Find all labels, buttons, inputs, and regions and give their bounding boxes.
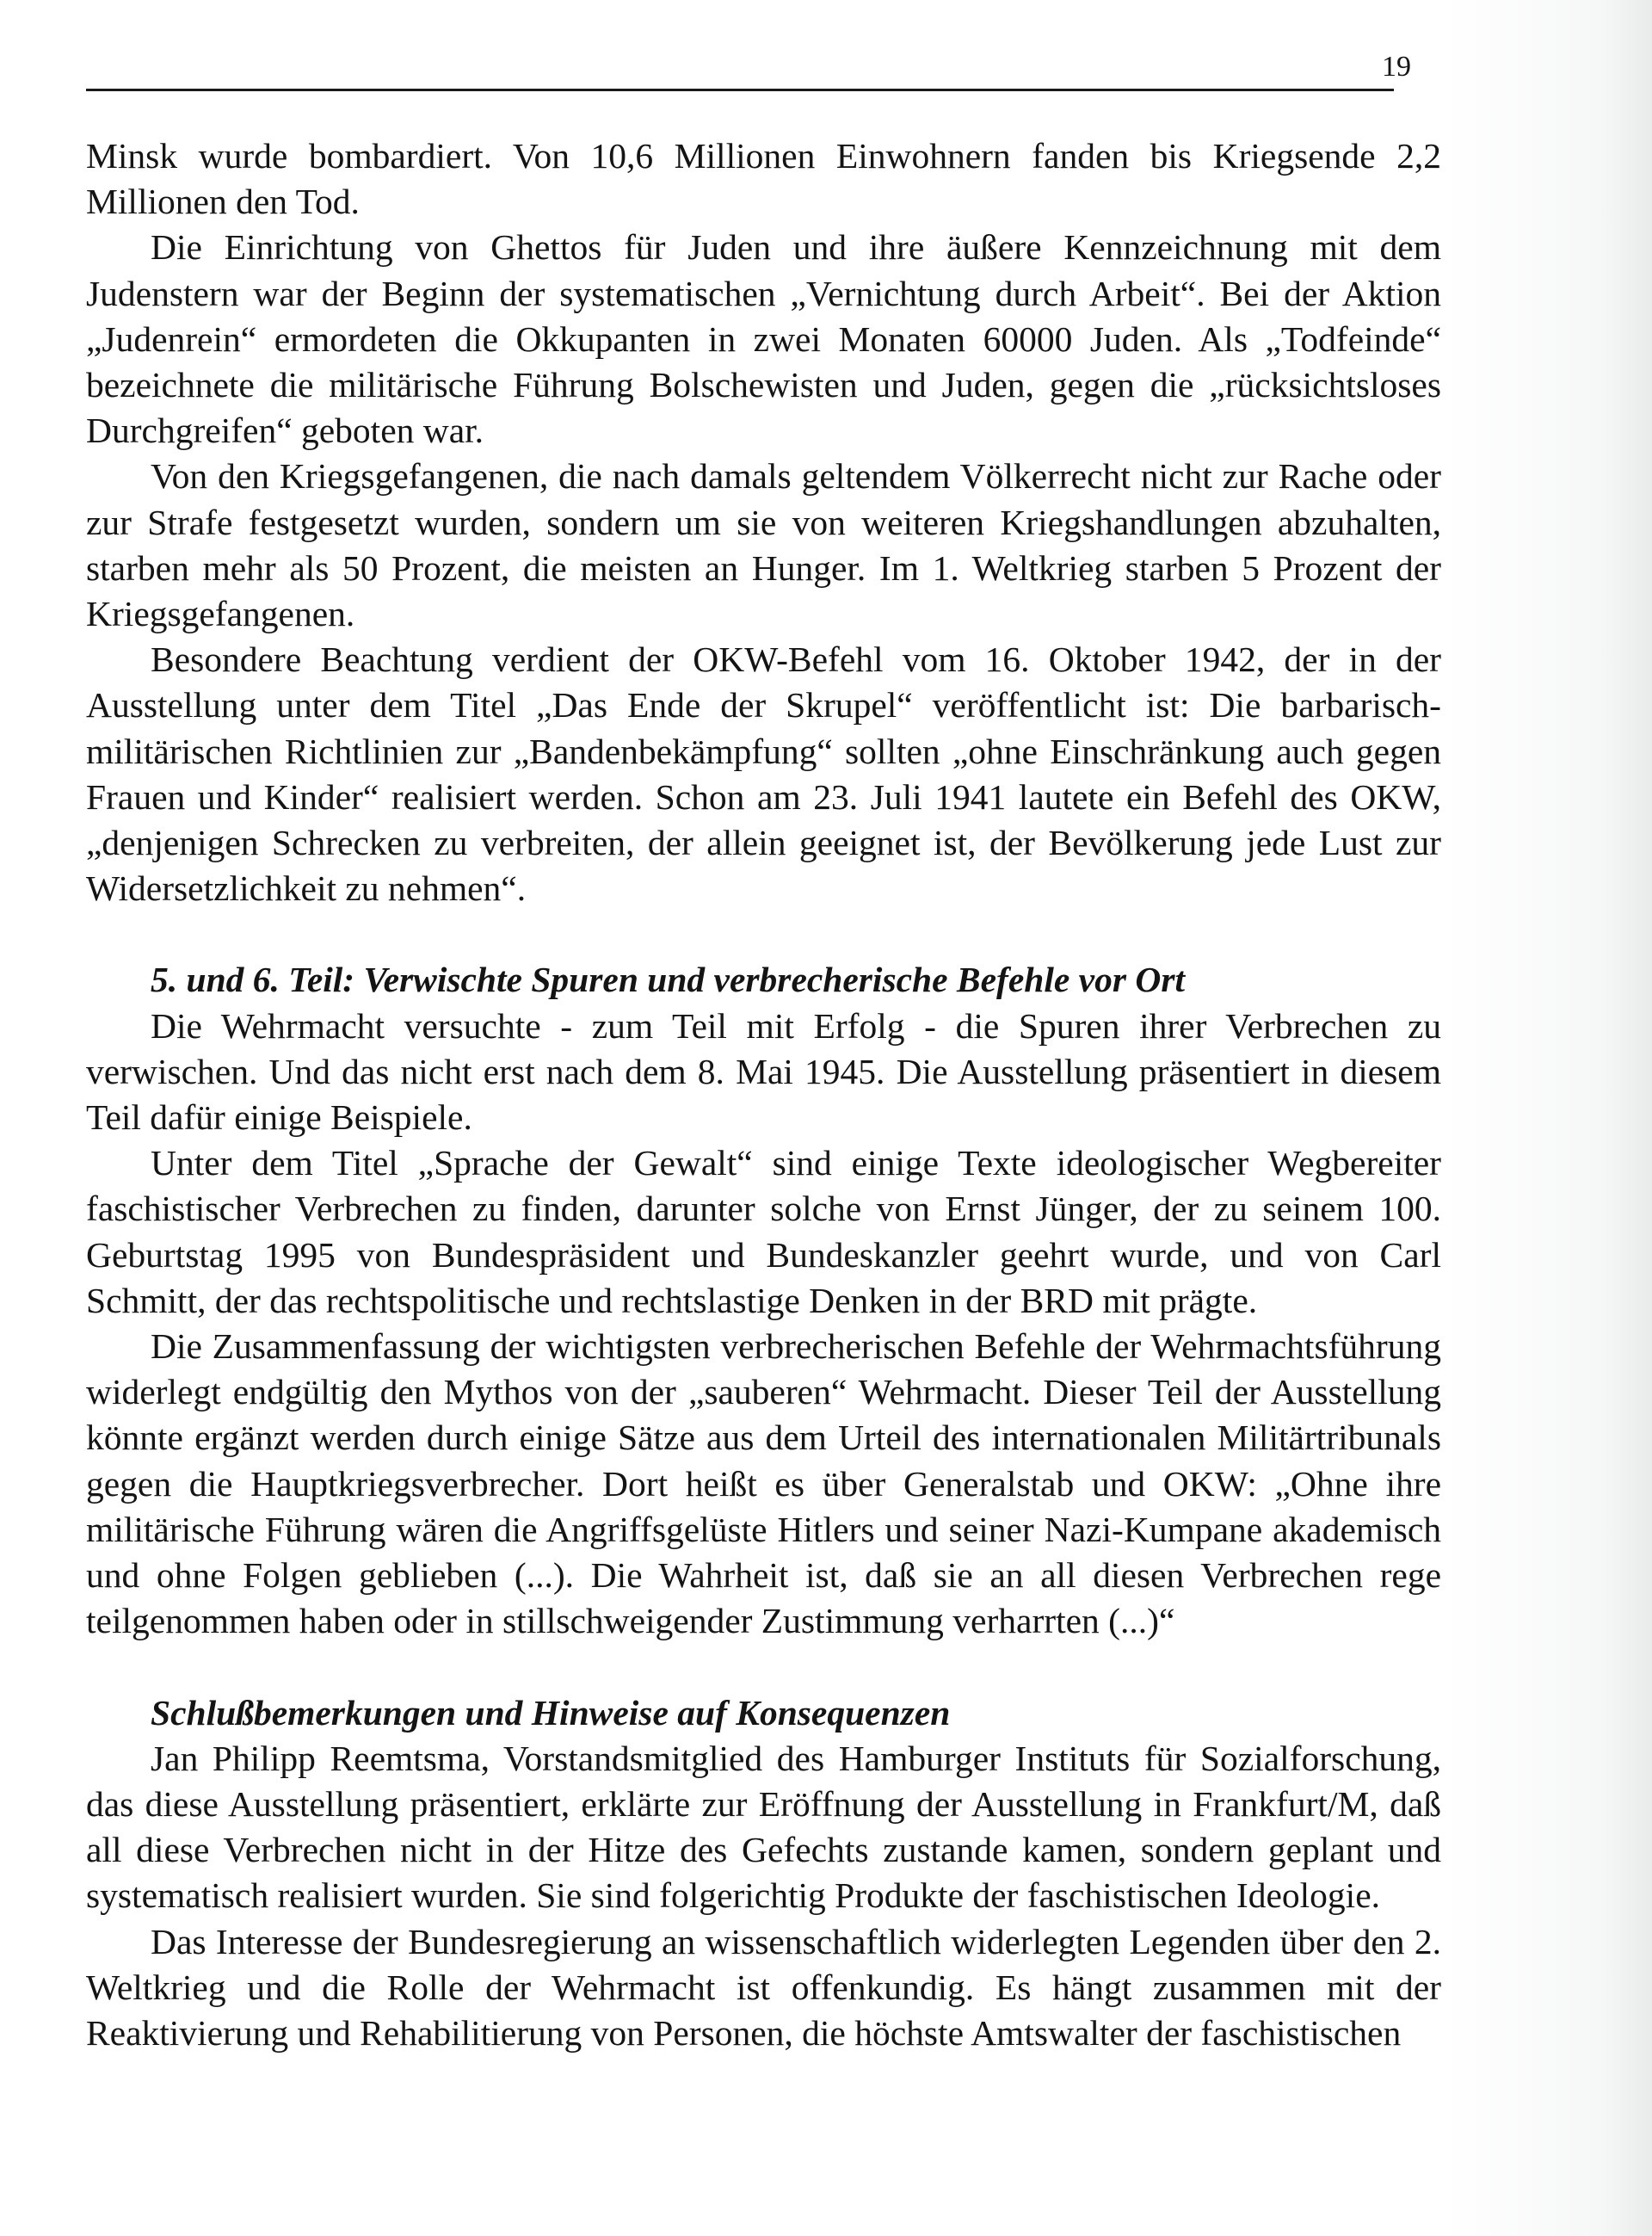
scan-edge-shading — [1446, 0, 1652, 2236]
section-heading-schlussbemerkungen: Schlußbemerkungen und Hinweise auf Konsequenzen — [151, 1692, 951, 1733]
section-heading-teil-5-6: 5. und 6. Teil: Verwischte Spuren und verbrecherische Befehle vor Ort — [151, 960, 1186, 1000]
paragraph-minsk: Minsk wurde bombardiert. Von 10,6 Millionen Einwohnern fanden bis Kriegsende 2,2 Millionen den Tod. — [86, 136, 1441, 222]
paragraph-kriegsgefangene: Von den Kriegsgefangenen, die nach damals geltendem Völkerrecht nicht zur Rache oder zur Strafe festgesetzt wurden, sondern um sie von weiteren Kriegshandlungen abzuhalten, starben mehr als 50 Prozent, die meisten an Hunger. Im 1. Weltkrieg starben 5 Prozent der Kriegsgefangenen. — [86, 456, 1441, 634]
paragraph-verbrecherische-befehle: Die Zusammenfassung der wichtigsten verbrecherischen Befehle der Wehrmachtsführung widerlegt endgültig den Mythos von der „sauberen“ Wehrmacht. Dieser Teil der Ausstellung könnte ergänzt werden durch einige Sätze aus dem Urteil des internationalen Militärtribunals gegen die Hauptkriegsverbrecher. Dort heißt es über Generalstab und OKW: „Ohne ihre militärische Führung wären die Angriffsgelüste Hitlers und seiner Nazi-Kumpane akademisch und ohne Folgen geblieben (...). Die Wahrheit ist, daß sie an all diesen Verbrechen rege teilgenommen haben oder in stillschweigender Zustimmung verharrten (...)“ — [86, 1326, 1441, 1641]
paragraph-spuren: Die Wehrmacht versuchte - zum Teil mit Erfolg - die Spuren ihrer Verbrechen zu verwischen. Und das nicht erst nach dem 8. Mai 1945. Die Ausstellung präsentiert in diesem Teil dafür einige Beispiele. — [86, 1005, 1441, 1138]
paragraph-sprache-der-gewalt: Unter dem Titel „Sprache der Gewalt“ sind einige Texte ideologischer Wegbereiter faschistischer Verbrechen zu finden, darunter solche von Ernst Jünger, der zu seinem 100. Geburtstag 1995 von Bundespräsident und Bundeskanzler geehrt wurde, und von Carl Schmitt, der das rechtspolitische und rechtslastige Denken in der BRD mit prägte. — [86, 1143, 1441, 1320]
paragraph-reemtsma: Jan Philipp Reemtsma, Vorstandsmitglied des Hamburger Instituts für Sozialforschung, das diese Ausstellung präsentiert, erklärte zur Eröffnung der Ausstellung in Frankfurt/M, daß all diese Verbrechen nicht in der Hitze des Gefechts zustande kamen, sondern geplant und systematisch realisiert wurden. Sie sind folgerichtig Produkte der faschistischen Ideologie. — [86, 1738, 1441, 1916]
page-number: 19 — [1382, 51, 1411, 83]
paragraph-bundesregierung: Das Interesse der Bundesregierung an wissenschaftlich widerlegten Legenden über den 2. Weltkrieg und die Rolle der Wehrmacht ist offenkundig. Es hängt zusammen mit der Reaktivierung und Rehabilitierung von Personen, die höchste Amtswalter der faschistischen — [86, 1921, 1441, 2053]
document-body — [86, 133, 1441, 2056]
paragraph-ghettos: Die Einrichtung von Ghettos für Juden und ihre äußere Kennzeichnung mit dem Judenstern war der Beginn der systematischen „Vernichtung durch Arbeit“. Bei der Aktion „Judenrein“ ermordeten die Okkupanten in zwei Monaten 60000 Juden. Als „Todfeinde“ bezeichnete die militärische Führung Bolschewisten und Juden, gegen die „rücksichtsloses Durchgreifen“ geboten war. — [86, 227, 1441, 451]
paragraph-okw-befehl: Besondere Beachtung verdient der OKW-Befehl vom 16. Oktober 1942, der in der Ausstellung unter dem Titel „Das Ende der Skrupel“ veröffentlicht ist: Die barbarisch-militärischen Richtlinien zur „Bandenbekämpfung“ sollten „ohne Einschränkung auch gegen Frauen und Kinder“ realisiert werden. Schon am 23. Juli 1941 lautete ein Befehl des OKW, „denjenigen Schrecken zu verbreiten, der allein geeignet ist, der Bevölkerung jede Lust zur Widersetzlichkeit zu nehmen“. — [86, 639, 1441, 909]
header-rule — [86, 89, 1394, 91]
